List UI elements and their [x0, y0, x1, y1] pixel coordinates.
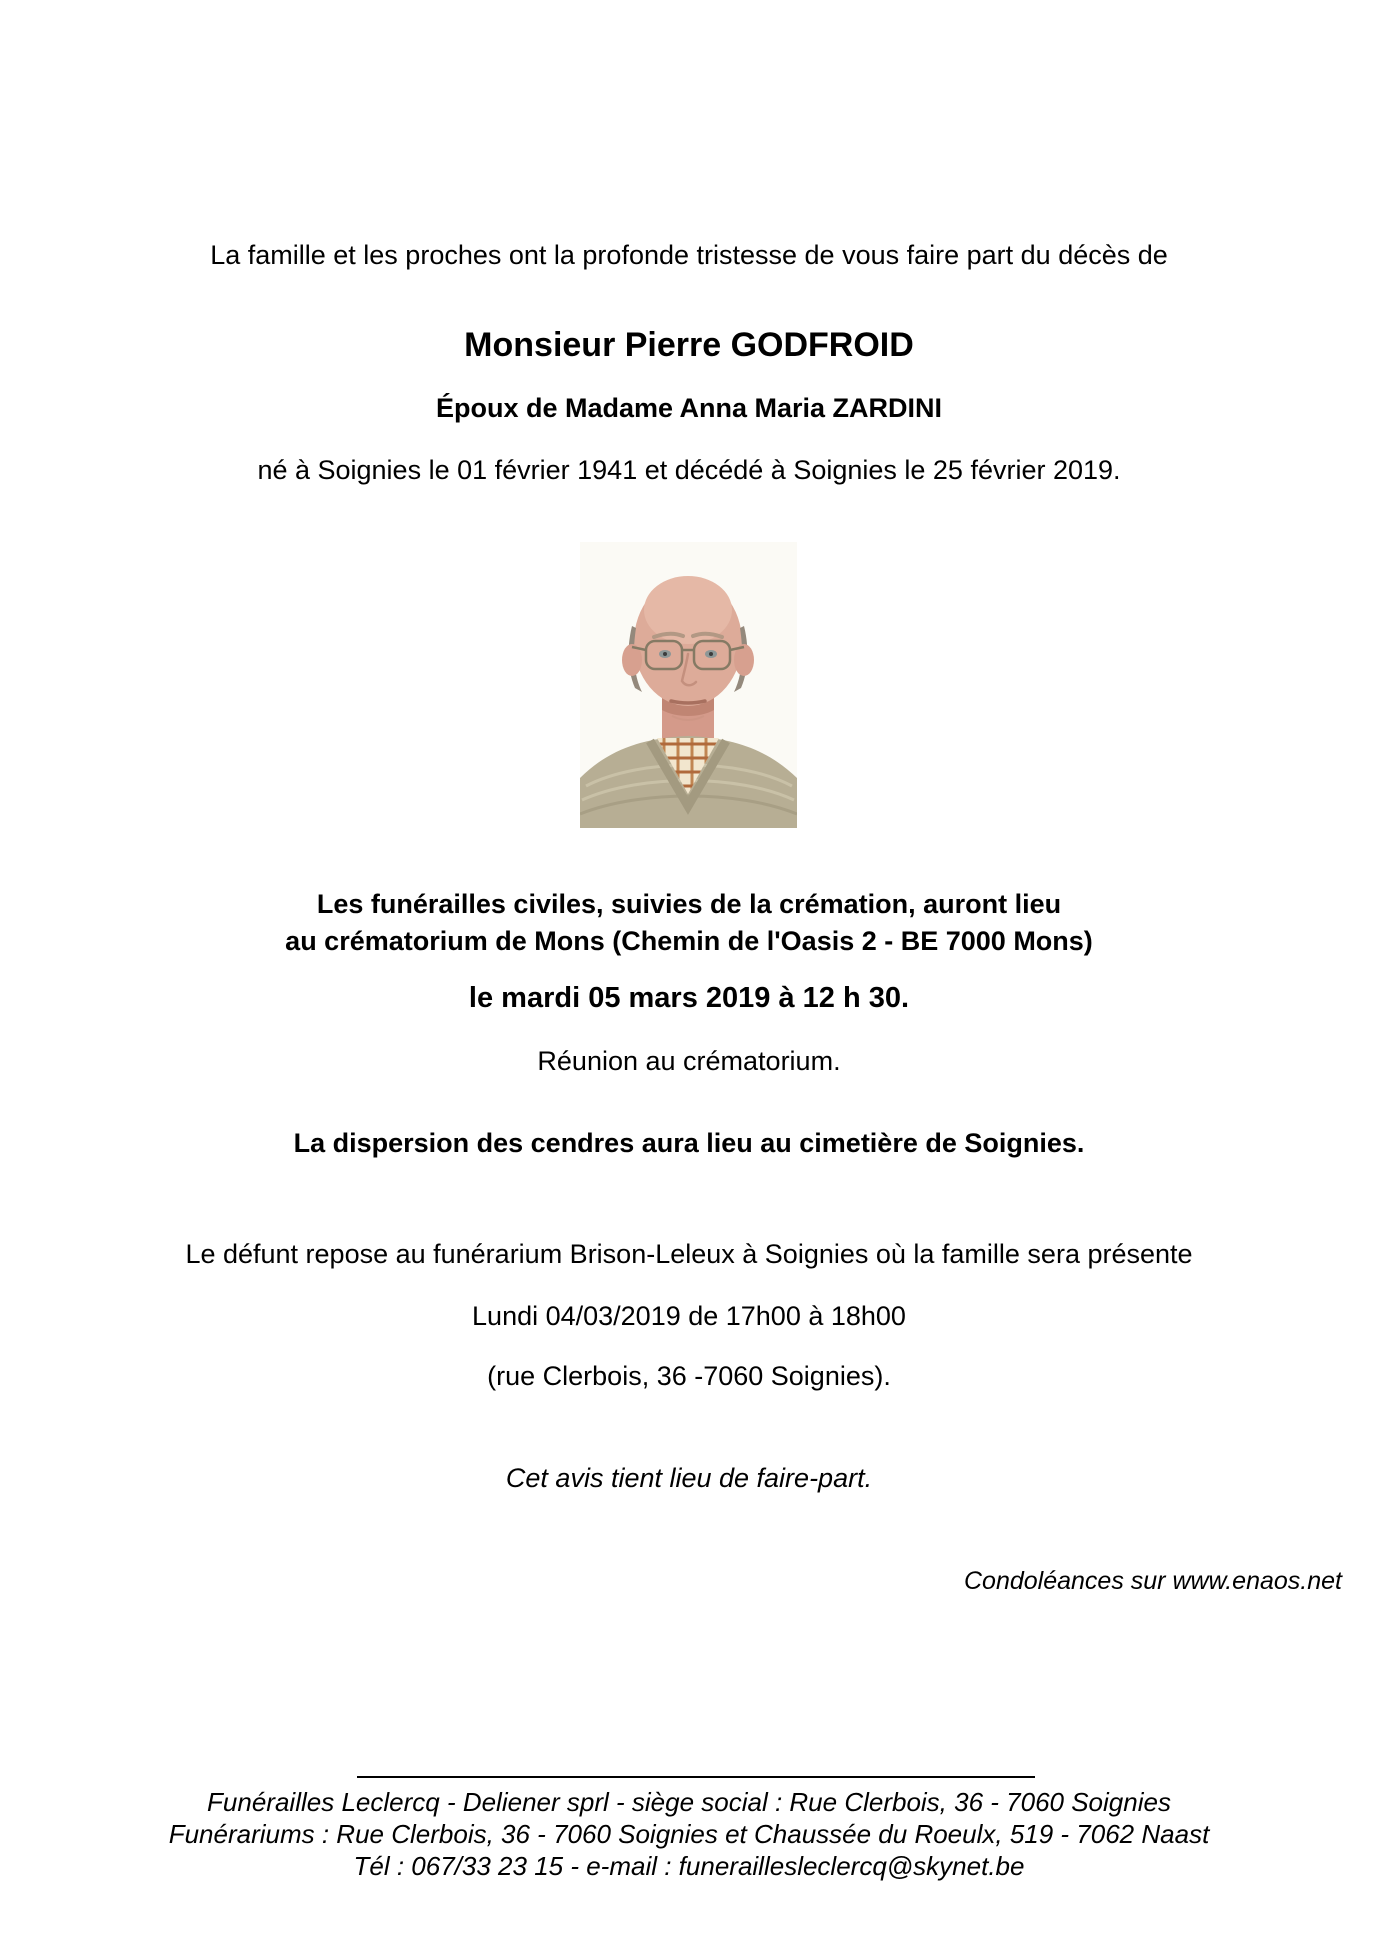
visitation-address: (rue Clerbois, 36 -7060 Soignies). [487, 1361, 891, 1391]
ceremony-line-2: au crématorium de Mons (Chemin de l'Oasis 2 - BE 7000 Mons) [285, 926, 1093, 956]
ceremony-line-1: Les funérailles civiles, suivies de la crémation, auront lieu [316, 889, 1062, 919]
footer-divider [357, 1776, 1035, 1778]
ashes-dispersion-line: La dispersion des cendres aura lieu au cimetière de Soignies. [293, 1128, 1085, 1158]
deceased-name: Monsieur Pierre GODFROID [464, 326, 914, 364]
funeral-home-footer [0, 1786, 1378, 1882]
footer-line-3: Tél : 067/33 23 15 - e-mail : funeraillesleclercq@skynet.be [353, 1851, 1025, 1881]
condolences-line: Condoléances sur www.enaos.net [963, 1567, 1342, 1595]
spouse-line: Époux de Madame Anna Maria ZARDINI [435, 393, 943, 423]
portrait-illustration [580, 542, 797, 828]
meeting-line: Réunion au crématorium. [537, 1046, 841, 1076]
intro-line: La famille et les proches ont la profonde tristesse de vous faire part du décès de [210, 240, 1168, 270]
notice-line: Cet avis tient lieu de faire-part. [505, 1463, 873, 1493]
ceremony-datetime: le mardi 05 mars 2019 à 12 h 30. [468, 982, 910, 1014]
mouth [671, 701, 705, 703]
visitation-datetime: Lundi 04/03/2019 de 17h00 à 18h00 [472, 1301, 906, 1331]
footer-line-2: Funérariums : Rue Clerbois, 36 - 7060 Soignies et Chaussée du Roeulx, 519 - 7062 Naast [168, 1819, 1210, 1849]
footer-line-1: Funérailles Leclercq - Deliener sprl - siège social : Rue Clerbois, 36 - 7060 Soignies [207, 1787, 1171, 1817]
ceremony-lines [0, 886, 1378, 960]
birth-death-line: né à Soignies le 01 février 1941 et décédé à Soignies le 25 février 2019. [257, 455, 1121, 485]
repose-line: Le défunt repose au funérarium Brison-Leleux à Soignies où la famille sera présente [185, 1239, 1193, 1269]
deceased-portrait-photo [580, 542, 797, 828]
